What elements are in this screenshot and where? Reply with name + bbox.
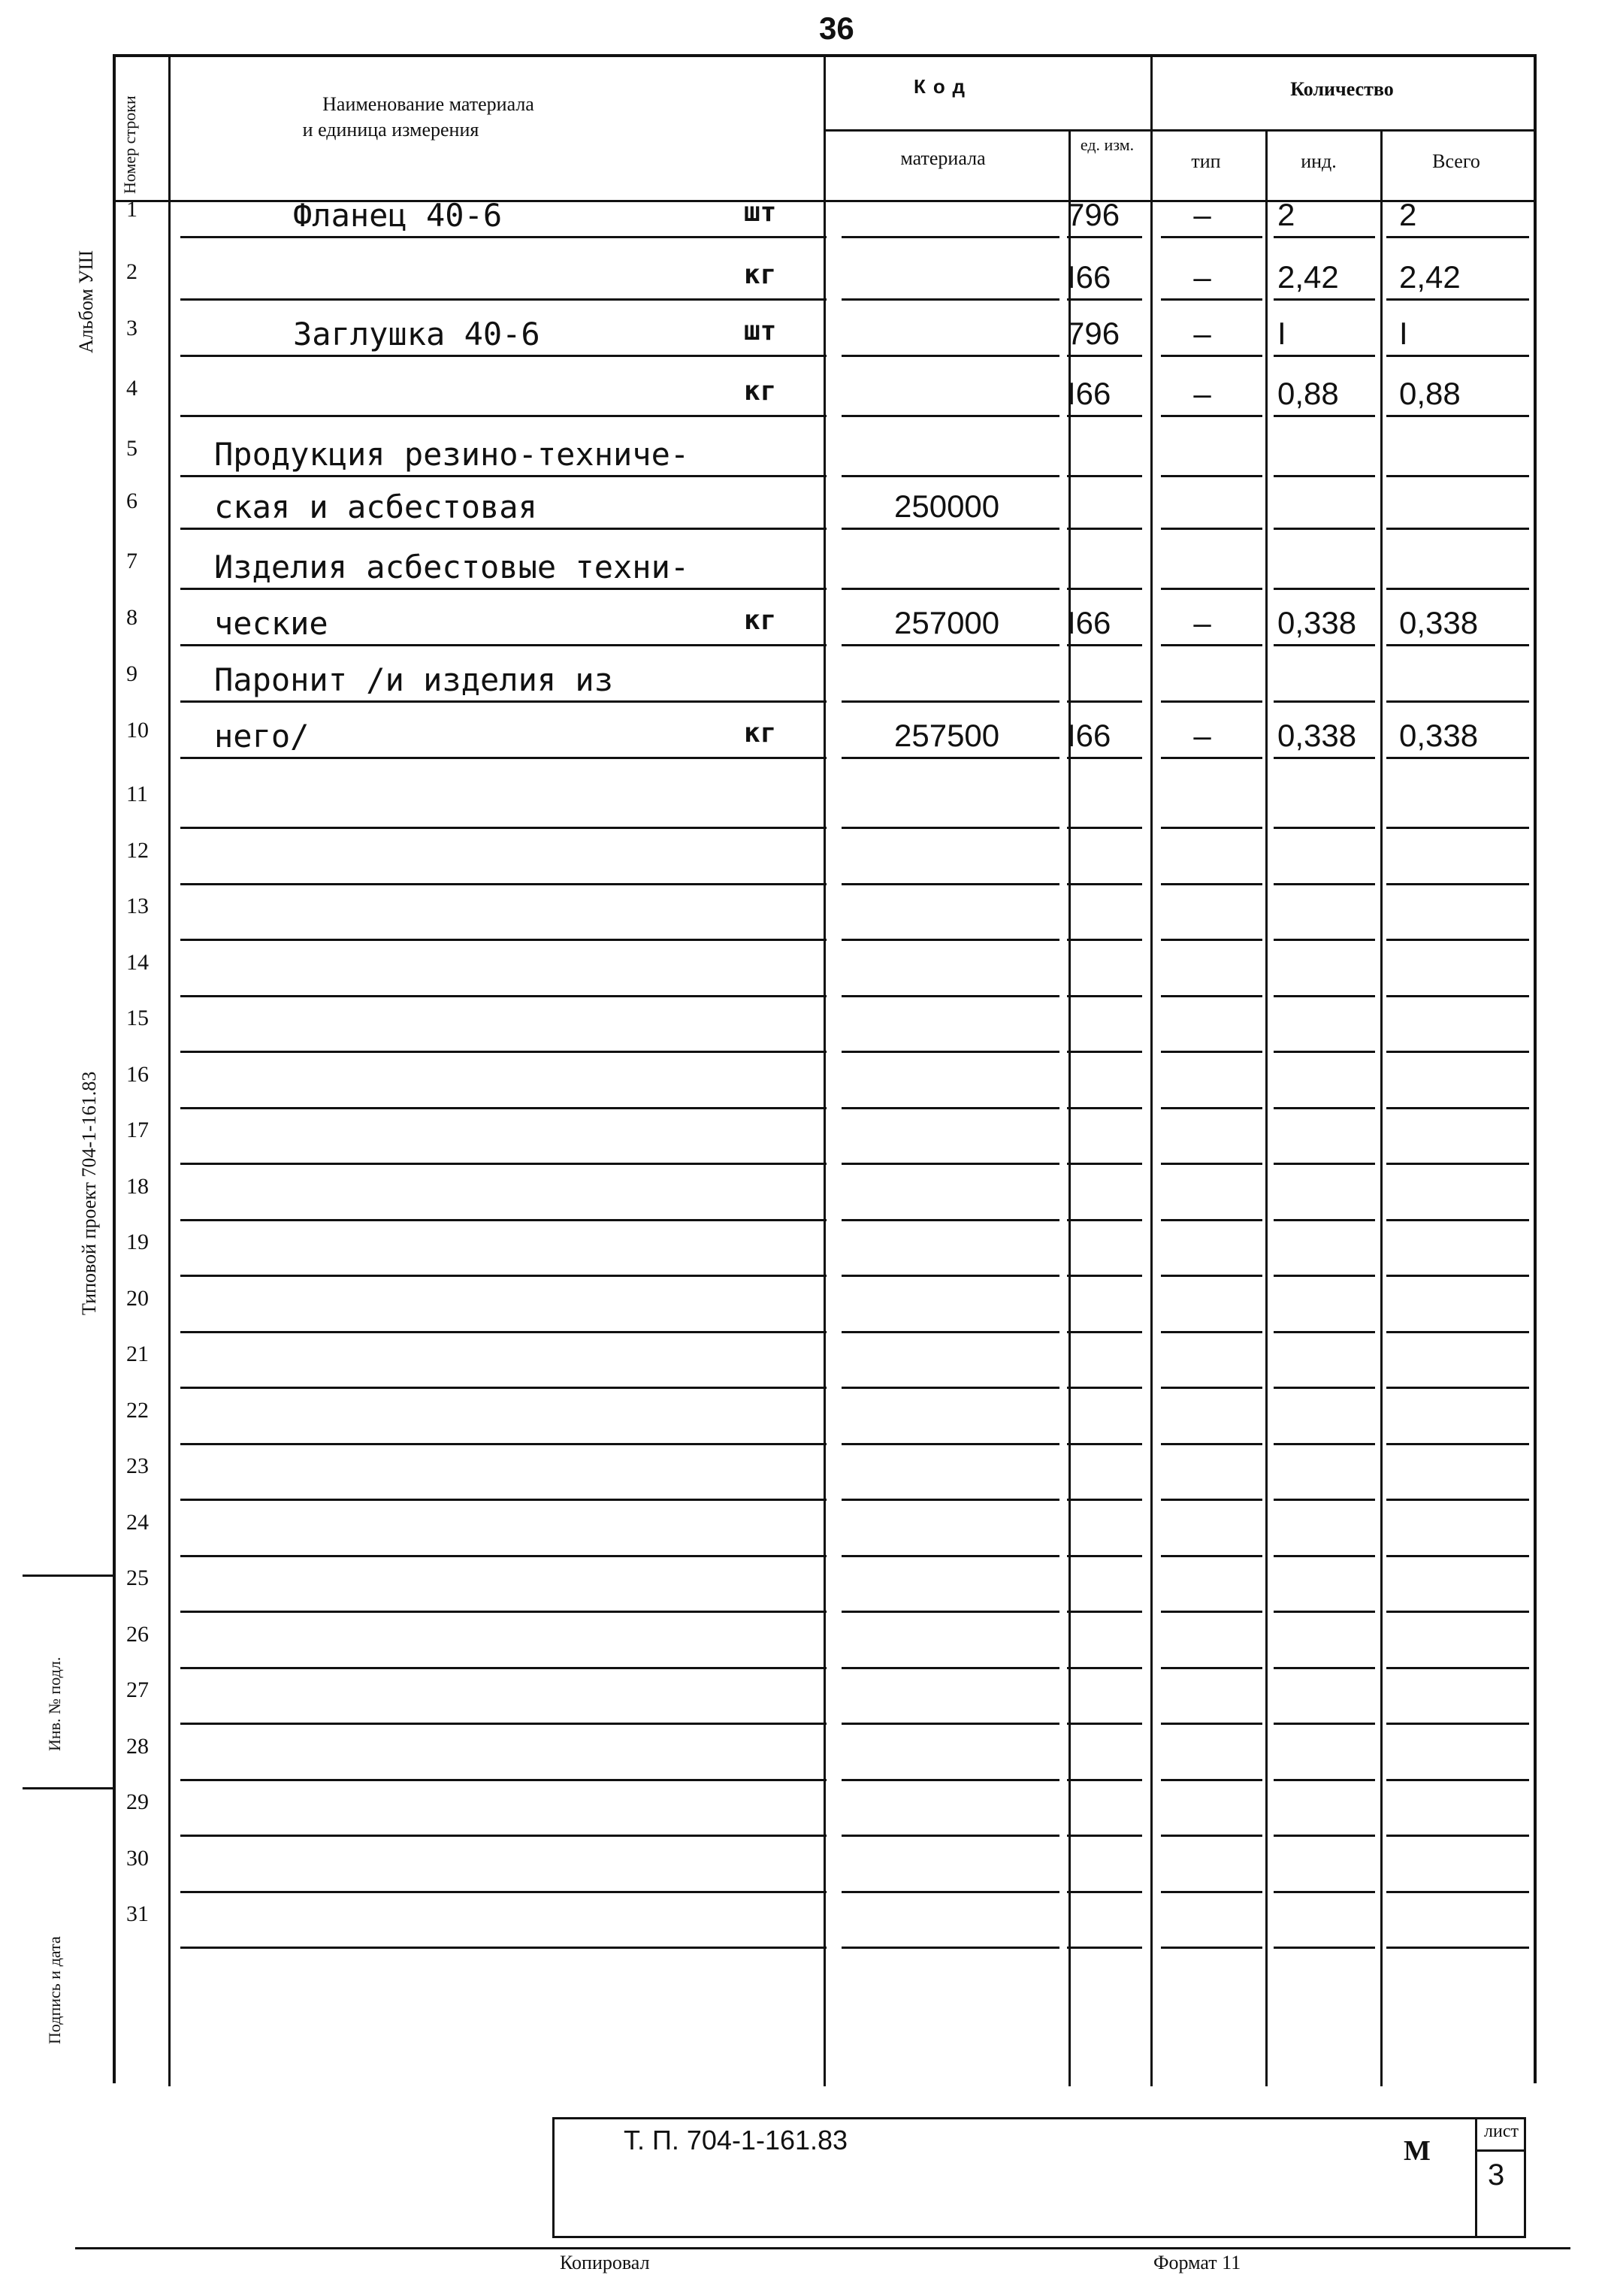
row-rule (180, 415, 827, 417)
row-rule (842, 1219, 1059, 1221)
row-rule (180, 1947, 827, 1949)
row-rule (842, 1835, 1059, 1837)
row-rule (1386, 236, 1529, 238)
row-rule (180, 236, 827, 238)
row-rule (1274, 1387, 1375, 1389)
row-rule (1274, 644, 1375, 646)
row-rule (1067, 1779, 1142, 1781)
row-rule (1386, 528, 1529, 530)
row-rule (842, 644, 1059, 646)
row-rule (1067, 415, 1142, 417)
row-rule (1067, 700, 1142, 703)
row-rule (1161, 995, 1262, 997)
row-rule (1274, 1947, 1375, 1949)
material-code: 257500 (894, 718, 1000, 753)
row-rule (1067, 883, 1142, 885)
row-rule (1274, 1611, 1375, 1613)
row-rule (842, 1667, 1059, 1669)
row-rule (1274, 1723, 1375, 1725)
row-rule (1386, 827, 1529, 829)
row-rule (842, 1779, 1059, 1781)
unit-code: 796 (1067, 197, 1120, 232)
header-ind: инд. (1301, 150, 1337, 172)
row-rule (1274, 757, 1375, 759)
header-name-1: Наименование материала (322, 93, 534, 115)
row-rule (1386, 939, 1529, 941)
title-sheet-label: лист (1484, 2122, 1519, 2141)
row-rule (1161, 236, 1262, 238)
unit-of-measure: кг (744, 605, 777, 636)
row-rule (180, 644, 827, 646)
row-rule (180, 757, 827, 759)
left-box-label-2: Подпись и дата (45, 1936, 64, 2044)
page-number: 36 (819, 11, 854, 46)
row-rule (1161, 1947, 1262, 1949)
row-rule (1067, 1219, 1142, 1221)
row-rule (842, 588, 1059, 590)
row-number: 10 (126, 718, 149, 743)
row-rule (1161, 1051, 1262, 1053)
material-name: Изделия асбестовые техни- (214, 549, 690, 585)
row-number: 16 (126, 1061, 149, 1087)
row-rule (1386, 1667, 1529, 1669)
row-rule (1161, 1835, 1262, 1837)
row-rule (180, 995, 827, 997)
left-box-label-1: Инв. № подл. (45, 1656, 64, 1751)
row-number: 21 (126, 1342, 149, 1366)
row-rule (1274, 939, 1375, 941)
row-rule (1161, 1499, 1262, 1501)
row-rule (1274, 995, 1375, 997)
row-rule (1161, 700, 1262, 703)
row-rule (842, 1443, 1059, 1445)
row-rule (1067, 236, 1142, 238)
album-label: Альбом УШ (75, 250, 97, 353)
row-rule (180, 1219, 827, 1221)
row-rule (1161, 1219, 1262, 1221)
row-rule (1067, 528, 1142, 530)
row-rule (1161, 1779, 1262, 1781)
ind-qty: 0,88 (1277, 376, 1339, 411)
row-rule (1386, 1555, 1529, 1557)
row-rule (1067, 1611, 1142, 1613)
row-rule (1274, 236, 1375, 238)
row-rule (1274, 1051, 1375, 1053)
row-rule (1161, 528, 1262, 530)
row-number: 7 (126, 549, 138, 573)
row-rule (1274, 1107, 1375, 1109)
row-rule (180, 883, 827, 885)
row-rule (1386, 1723, 1529, 1725)
row-rule (1386, 298, 1529, 301)
row-number: 4 (126, 376, 138, 401)
row-rule (1067, 827, 1142, 829)
row-rule (1386, 1107, 1529, 1109)
row-rule (1274, 1275, 1375, 1277)
row-number: 5 (126, 436, 138, 461)
row-number: 24 (126, 1509, 149, 1535)
row-rule (180, 1387, 827, 1389)
row-rule (842, 995, 1059, 997)
type-qty: – (1193, 259, 1211, 295)
row-rule (180, 827, 827, 829)
total-qty: 0,338 (1399, 718, 1479, 753)
row-rule (1161, 475, 1262, 477)
material-code: 257000 (894, 605, 1000, 640)
total-qty: I (1399, 316, 1408, 351)
row-rule (842, 1275, 1059, 1277)
row-rule (1067, 475, 1142, 477)
row-number: 2 (126, 259, 138, 284)
header-type: тип (1191, 150, 1221, 172)
row-number: 27 (126, 1677, 149, 1702)
row-rule (1274, 588, 1375, 590)
row-rule (1274, 1163, 1375, 1165)
title-letter: М (1404, 2135, 1431, 2167)
row-number: 25 (126, 1565, 149, 1590)
row-rule (180, 1443, 827, 1445)
row-rule (1386, 1891, 1529, 1893)
row-rule (180, 1667, 827, 1669)
row-rule (180, 1163, 827, 1165)
row-rule (1386, 1499, 1529, 1501)
project-label: Типовой проект 704-1-161.83 (78, 1071, 100, 1315)
row-rule (842, 1107, 1059, 1109)
title-sheet-no: 3 (1488, 2158, 1505, 2192)
ind-qty: 2,42 (1277, 259, 1339, 295)
row-number: 17 (126, 1118, 149, 1142)
header-code: Код (914, 75, 972, 98)
row-rule (180, 588, 827, 590)
row-rule (1274, 298, 1375, 301)
row-number: 30 (126, 1845, 149, 1871)
row-rule (842, 415, 1059, 417)
row-rule (1067, 1499, 1142, 1501)
title-doc-code: Т. П. 704-1-161.83 (624, 2125, 848, 2155)
row-rule (1161, 1667, 1262, 1669)
row-rule (180, 1107, 827, 1109)
type-qty: – (1193, 316, 1211, 351)
row-rule (1386, 1947, 1529, 1949)
material-name: него/ (214, 718, 310, 755)
row-number: 6 (126, 489, 138, 513)
row-number: 29 (126, 1789, 149, 1814)
material-name: Заглушка 40-6 (293, 316, 540, 352)
row-number: 20 (126, 1285, 149, 1311)
row-rule (180, 528, 827, 530)
row-rule (842, 528, 1059, 530)
row-rule (1067, 644, 1142, 646)
row-rule (180, 939, 827, 941)
row-rule (180, 1331, 827, 1333)
row-rule (842, 1555, 1059, 1557)
row-rule (1067, 1051, 1142, 1053)
row-rule (1067, 1387, 1142, 1389)
row-rule (1067, 995, 1142, 997)
row-rule (842, 1051, 1059, 1053)
row-rule (842, 939, 1059, 941)
row-rule (1386, 1779, 1529, 1781)
row-rule (1274, 1779, 1375, 1781)
row-rule (1274, 1219, 1375, 1221)
row-rule (842, 355, 1059, 357)
row-rule (180, 1779, 827, 1781)
row-rule (1067, 1443, 1142, 1445)
row-rule (842, 1499, 1059, 1501)
row-rule (1161, 1723, 1262, 1725)
row-rule (1274, 1835, 1375, 1837)
row-rule (1274, 475, 1375, 477)
row-rule (180, 475, 827, 477)
row-rule (1386, 700, 1529, 703)
row-rule (1161, 644, 1262, 646)
row-rule (1274, 1331, 1375, 1333)
material-code: 250000 (894, 489, 1000, 524)
row-rule (1274, 883, 1375, 885)
row-number: 9 (126, 661, 138, 686)
row-rule (1161, 1275, 1262, 1277)
row-rule (842, 1947, 1059, 1949)
row-rule (1161, 757, 1262, 759)
unit-code: I66 (1067, 259, 1111, 295)
row-rule (1067, 757, 1142, 759)
row-rule (180, 1723, 827, 1725)
type-qty: – (1193, 605, 1211, 640)
row-rule (1274, 827, 1375, 829)
header-unit-code: ед. изм. (1080, 135, 1135, 154)
material-name: Продукция резино-техниче- (214, 436, 690, 473)
unit-code: 796 (1067, 316, 1120, 351)
row-rule (1274, 1667, 1375, 1669)
row-rule (1274, 355, 1375, 357)
row-rule (1386, 1163, 1529, 1165)
material-name: ческие (214, 605, 328, 642)
row-rule (180, 298, 827, 301)
ind-qty: 0,338 (1277, 718, 1357, 753)
row-rule (1067, 1723, 1142, 1725)
ind-qty: 2 (1277, 197, 1295, 232)
header-name-2: и единица измерения (302, 119, 479, 141)
row-rule (180, 355, 827, 357)
footer-line (75, 2247, 1570, 2249)
row-rule (1067, 1835, 1142, 1837)
row-rule (1161, 1611, 1262, 1613)
row-rule (1161, 1163, 1262, 1165)
unit-of-measure: шт (744, 197, 777, 228)
row-rule (1386, 1443, 1529, 1445)
row-rule (1161, 1891, 1262, 1893)
row-rule (180, 1891, 827, 1893)
row-rule (1274, 1555, 1375, 1557)
row-rule (1386, 883, 1529, 885)
row-rule (1386, 588, 1529, 590)
row-rule (1274, 528, 1375, 530)
row-rule (1386, 1051, 1529, 1053)
row-number: 12 (126, 837, 149, 863)
row-rule (1161, 1555, 1262, 1557)
row-rule (1386, 1387, 1529, 1389)
row-rule (842, 1611, 1059, 1613)
row-number: 28 (126, 1733, 149, 1759)
ind-qty: 0,338 (1277, 605, 1357, 640)
total-qty: 0,88 (1399, 376, 1461, 411)
row-rule (1274, 700, 1375, 703)
unit-of-measure: кг (744, 376, 777, 407)
material-name: Фланец 40-6 (293, 197, 503, 234)
row-rule (1067, 298, 1142, 301)
row-number: 23 (126, 1454, 149, 1478)
row-rule (1067, 588, 1142, 590)
row-rule (1161, 883, 1262, 885)
footer-copied: Копировал (560, 2252, 650, 2273)
row-rule (842, 475, 1059, 477)
header-material: материала (900, 147, 986, 169)
row-rule (1067, 1163, 1142, 1165)
total-qty: 0,338 (1399, 605, 1479, 640)
row-rule (842, 1723, 1059, 1725)
row-rule (1274, 1891, 1375, 1893)
row-rule (1067, 939, 1142, 941)
row-rule (842, 700, 1059, 703)
row-rule (180, 700, 827, 703)
unit-of-measure: кг (744, 718, 777, 749)
row-number: 11 (126, 782, 148, 806)
row-rule (842, 1387, 1059, 1389)
row-number: 19 (126, 1230, 149, 1254)
row-rule (1386, 995, 1529, 997)
row-number: 1 (126, 197, 138, 222)
row-rule (1161, 827, 1262, 829)
row-rule (1067, 1555, 1142, 1557)
ind-qty: I (1277, 316, 1286, 351)
row-rule (1161, 1387, 1262, 1389)
row-rule (1161, 939, 1262, 941)
row-rule (1067, 1275, 1142, 1277)
row-number: 31 (126, 1901, 149, 1926)
row-rule (1161, 1107, 1262, 1109)
footer-format: Формат 11 (1153, 2252, 1241, 2273)
row-number: 22 (126, 1397, 149, 1423)
row-rule (842, 757, 1059, 759)
row-rule (842, 1891, 1059, 1893)
row-rule (1386, 1219, 1529, 1221)
header-quantity: Количество (1290, 78, 1394, 100)
material-name: Паронит /и изделия из (214, 661, 614, 698)
row-rule (1161, 415, 1262, 417)
row-rule (1067, 1667, 1142, 1669)
row-number: 13 (126, 894, 149, 918)
row-rule (1067, 355, 1142, 357)
row-number: 18 (126, 1173, 149, 1199)
total-qty: 2,42 (1399, 259, 1461, 295)
row-rule (1386, 644, 1529, 646)
header-total: Всего (1432, 150, 1480, 172)
row-rule (842, 883, 1059, 885)
row-rule (842, 1163, 1059, 1165)
row-number: 14 (126, 949, 149, 975)
row-rule (842, 298, 1059, 301)
unit-of-measure: кг (744, 259, 777, 290)
row-rule (180, 1835, 827, 1837)
row-rule (1386, 415, 1529, 417)
row-rule (1274, 1499, 1375, 1501)
row-rule (842, 827, 1059, 829)
row-rule (1386, 475, 1529, 477)
row-rule (180, 1499, 827, 1501)
row-number: 26 (126, 1621, 149, 1647)
unit-code: I66 (1067, 376, 1111, 411)
row-rule (1386, 1835, 1529, 1837)
left-stamp-box (23, 1575, 113, 1789)
row-rule (1067, 1107, 1142, 1109)
row-rule (1067, 1331, 1142, 1333)
row-rule (180, 1051, 827, 1053)
unit-of-measure: шт (744, 316, 777, 346)
row-rule (180, 1611, 827, 1613)
unit-code: I66 (1067, 718, 1111, 753)
row-rule (1274, 415, 1375, 417)
row-number: 3 (126, 316, 138, 340)
type-qty: – (1193, 197, 1211, 232)
row-number: 15 (126, 1006, 149, 1030)
row-rule (1386, 1611, 1529, 1613)
row-rule (1274, 1443, 1375, 1445)
row-number: 8 (126, 605, 138, 630)
row-rule (1161, 1443, 1262, 1445)
header-row-no: Номер строки (120, 95, 139, 194)
row-rule (1386, 1275, 1529, 1277)
unit-code: I66 (1067, 605, 1111, 640)
row-rule (1067, 1891, 1142, 1893)
row-rule (1161, 355, 1262, 357)
row-rule (180, 1555, 827, 1557)
row-rule (180, 1275, 827, 1277)
total-qty: 2 (1399, 197, 1417, 232)
row-rule (1161, 1331, 1262, 1333)
row-rule (1161, 298, 1262, 301)
material-name: ская и асбестовая (214, 489, 537, 525)
row-rule (842, 1331, 1059, 1333)
row-rule (1386, 757, 1529, 759)
row-rule (1386, 355, 1529, 357)
row-rule (1161, 588, 1262, 590)
type-qty: – (1193, 718, 1211, 753)
row-rule (1386, 1331, 1529, 1333)
row-rule (1067, 1947, 1142, 1949)
row-rule (842, 236, 1059, 238)
type-qty: – (1193, 376, 1211, 411)
